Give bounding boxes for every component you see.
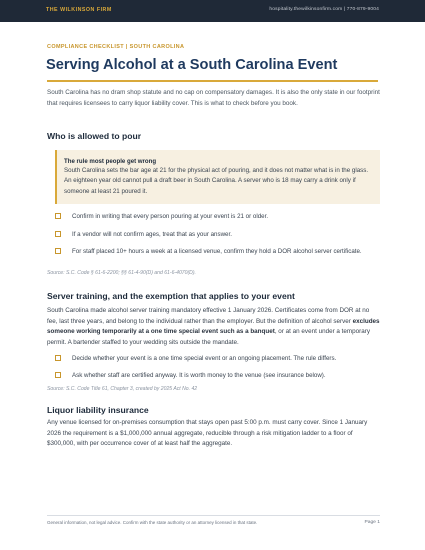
checkbox-icon[interactable] (55, 213, 61, 219)
section-heading-who-pours: Who is allowed to pour (47, 131, 142, 141)
checklist-item-text: If a vendor will not confirm ages, treat that as your answer. (72, 231, 232, 238)
checkbox-icon[interactable] (55, 248, 61, 254)
source-citation: Source: S.C. Code § 61-6-2200; §§ 61-4-90(D) and 61-6-4070(D). (47, 270, 196, 276)
callout-title: The rule most people get wrong (64, 158, 157, 165)
checkbox-icon[interactable] (55, 231, 61, 237)
firm-name: THE WILKINSON FIRM (46, 7, 112, 13)
footer-disclaimer: General information, not legal advice. Confirm with the state authority or an attorney licensed in that state. (47, 520, 258, 525)
checklist-item-text: For staff placed 10+ hours a week at a licensed venue, confirm they hold a DOR alcohol server certificate. (72, 248, 362, 255)
callout-box (55, 150, 380, 204)
intro-paragraph: South Carolina has no dram shop statute and no cap on compensatory damages. It is also the only state in our footprint that requires licensees to carry liquor liability cover. This is what to check before you book. (47, 89, 380, 107)
section-heading-server-training: Server training, and the exemption that applies to your event (47, 291, 295, 301)
paragraph-text: South Carolina made alcohol server training mandatory effective 1 January 2026. Certificates come from DOR at no fee, last three years, and belong to the individual rather than the employer. But the definition of alcohol server (47, 307, 370, 325)
checklist-item-text: Decide whether your event is a one time special event or an ongoing placement. The rule differs. (72, 355, 337, 362)
header-bar (0, 0, 425, 22)
callout-text: South Carolina sets the bar age at 21 for the physical act of pouring, and it does not matter what is in the glass. An eighteen year old cannot pull a draft beer in South Carolina. A server who is 18 may carry a drink only if someone at least 21 poured it. (64, 167, 369, 195)
source-citation: Source: S.C. Code Title 61, Chapter 3, created by 2025 Act No. 42 (47, 386, 198, 392)
checkbox-icon[interactable] (55, 355, 61, 361)
liquor-liability-paragraph: Any venue licensed for on-premises consumption that stays open past 5:00 p.m. must carry cover. Since 1 January 2026 the requirement is a $1,000,000 annual aggregate, reducible through a risk mitigation ladder to a floor of $300,000, with per occurrence cover of at least half the aggregate. (47, 419, 368, 448)
document-kicker: COMPLIANCE CHECKLIST | SOUTH CAROLINA (47, 44, 185, 50)
title-divider (47, 80, 378, 82)
page-number: Page 1 (364, 520, 380, 525)
page-title: Serving Alcohol at a South Carolina Event (46, 57, 338, 73)
server-training-paragraph (47, 306, 380, 349)
checklist-item-text: Confirm in writing that every person pouring at your event is 21 or older. (72, 213, 269, 220)
exemption-emphasis: excludes someone working temporarily at a one time special event such as a banquet (47, 317, 380, 336)
checkbox-icon[interactable] (55, 372, 61, 378)
footer-divider (47, 515, 380, 516)
header-contact: hospitality.thewilkinsonfirm.com | 770-879-9004 (269, 7, 379, 12)
section-heading-liquor-liability: Liquor liability insurance (47, 405, 149, 415)
paragraph-text: , or at an event under a temporary permit. A bartender staffed to your wedding sits outside the mandate. (47, 328, 371, 347)
checklist-item-text: Ask whether staff are certified anyway. It is worth money to the venue (see insurance below). (72, 372, 326, 379)
